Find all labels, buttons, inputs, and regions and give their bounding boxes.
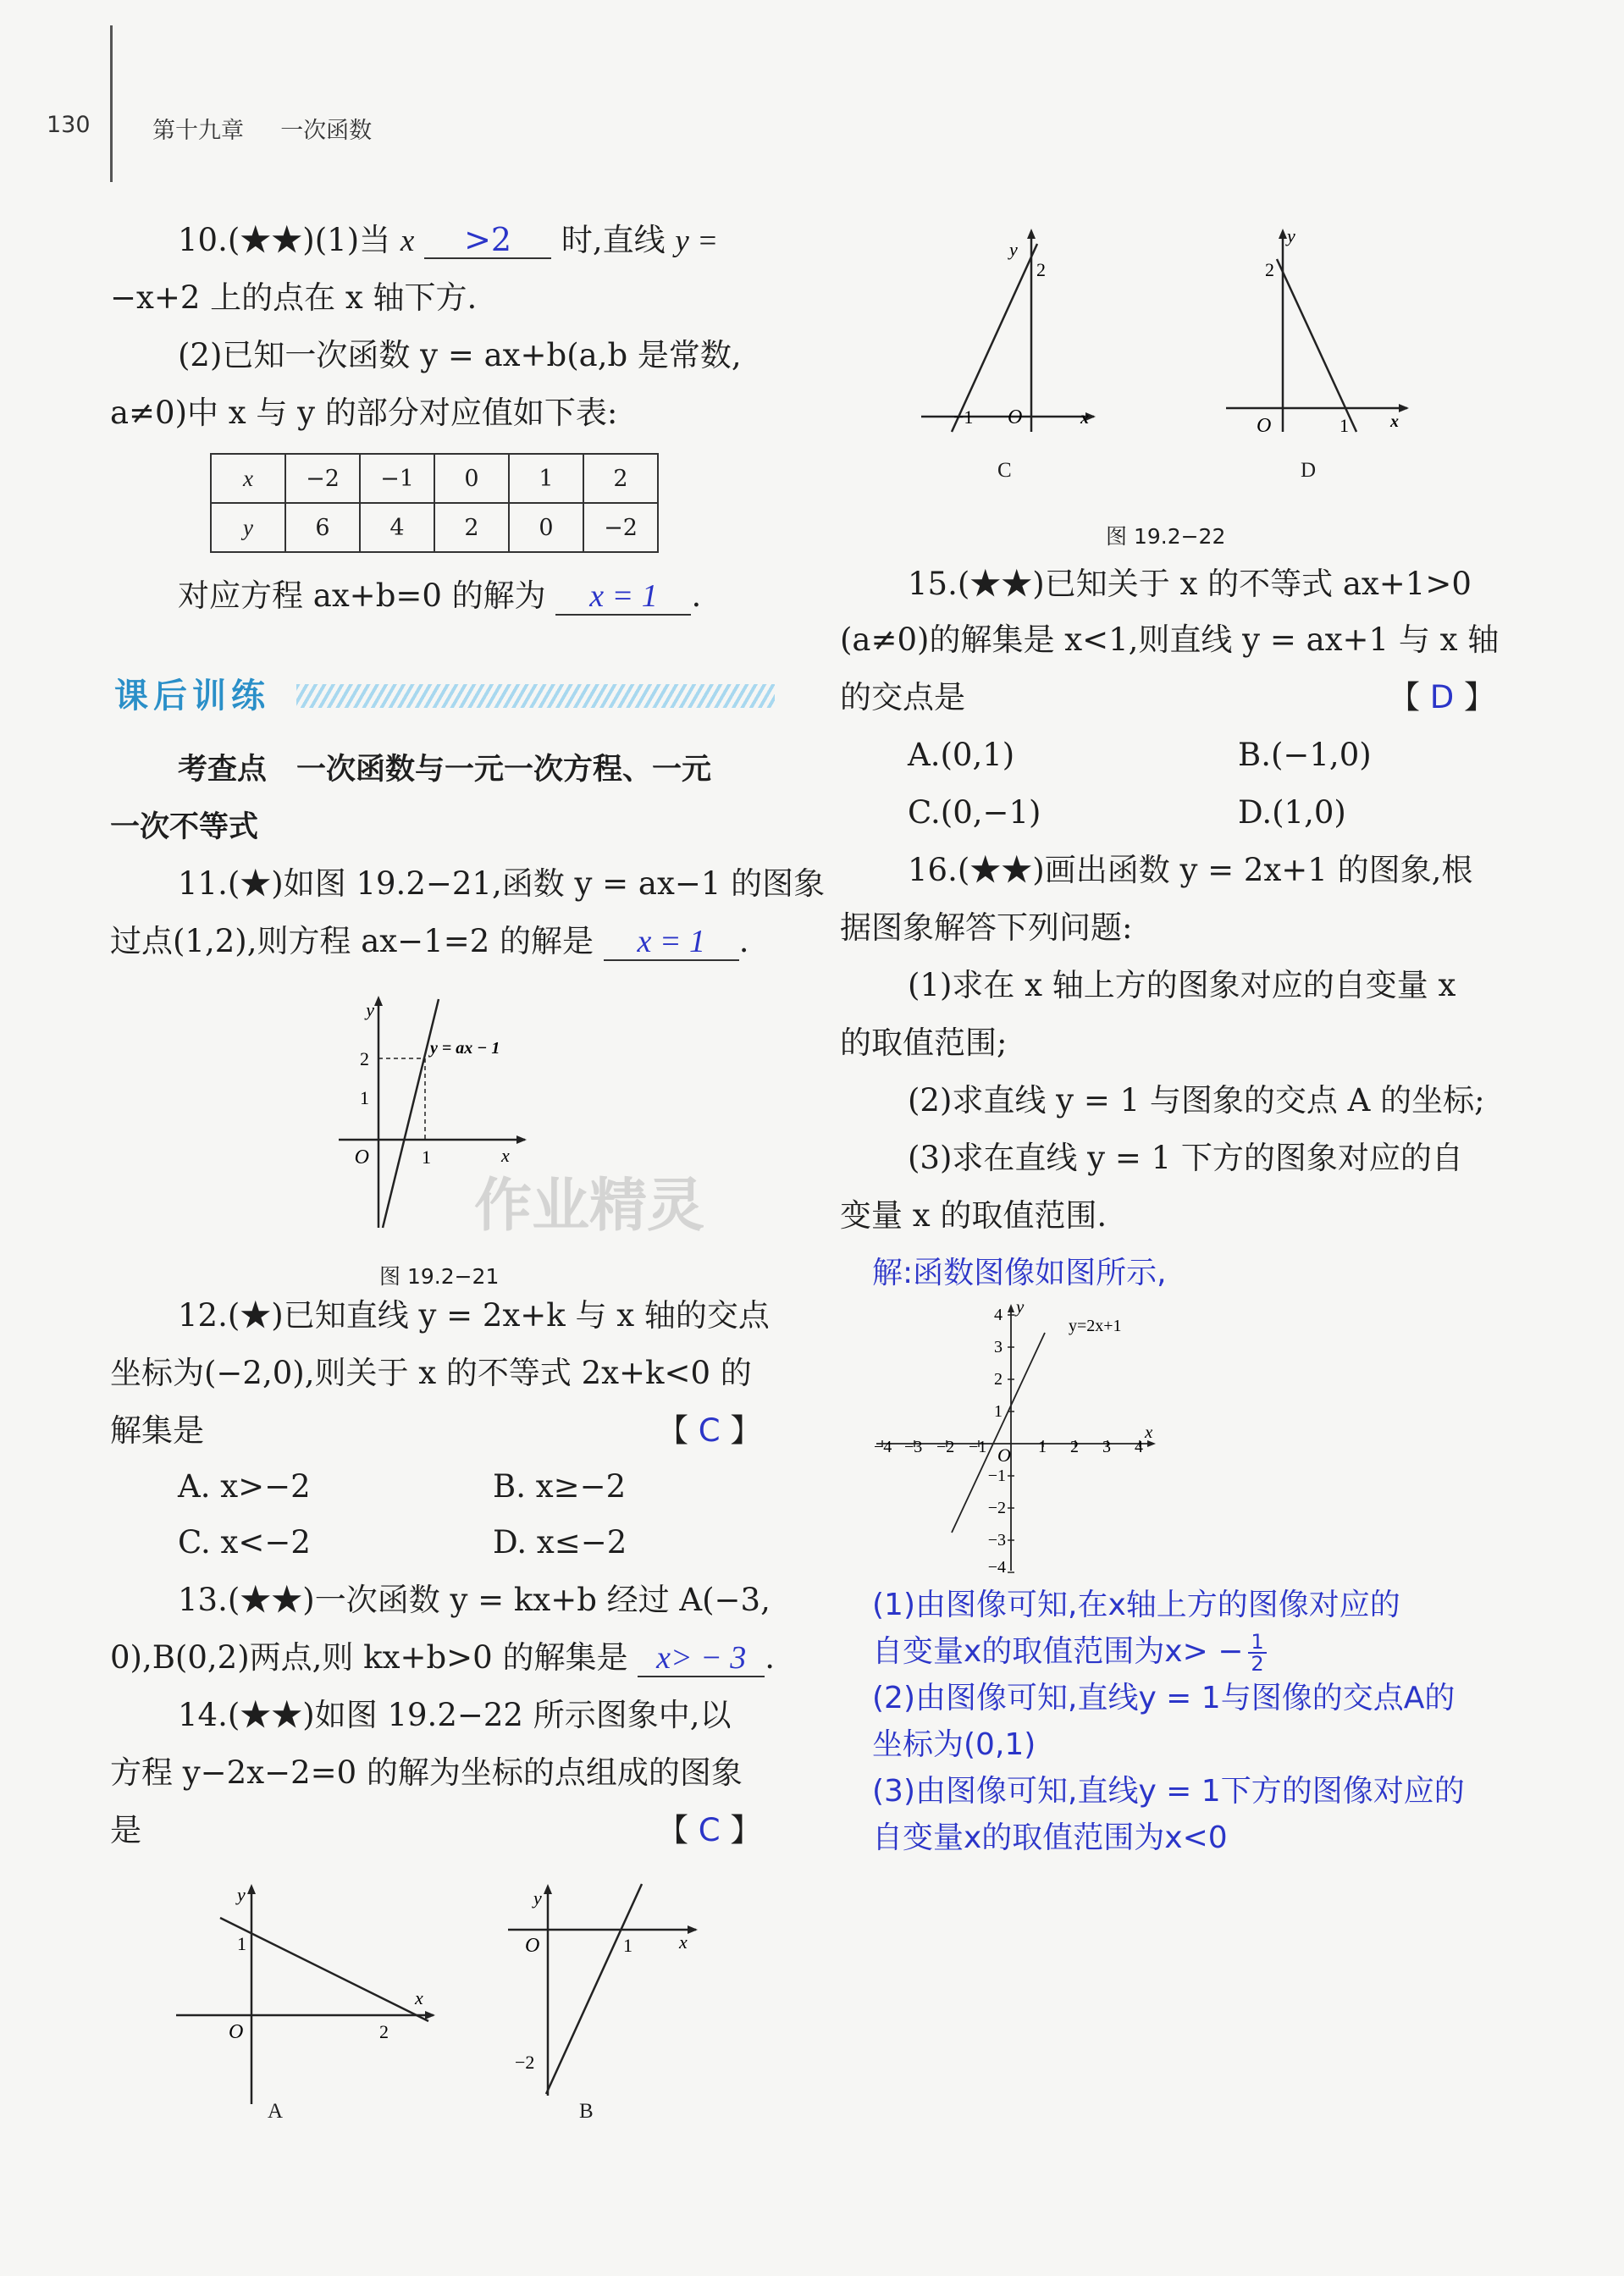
graph-tick: 1: [422, 1146, 431, 1168]
graph-x-label: x: [501, 1145, 510, 1166]
table-header-x: x: [211, 454, 285, 503]
q10-answer2: x = 1: [555, 578, 691, 616]
graph-c: [914, 220, 1109, 440]
table-cell: −2: [285, 454, 360, 503]
q10-part2-line2: a≠0)中 x 与 y 的部分对应值如下表:: [110, 395, 618, 431]
chapter-title: 一次函数: [280, 118, 373, 144]
q10-part2-line1: (2)已知一次函数 y = ax+b(a,b 是常数,: [178, 337, 742, 373]
graph-origin: O: [525, 1935, 540, 1957]
x-tick: 2: [1070, 1438, 1079, 1456]
table-header-y: y: [211, 503, 285, 552]
y-tick: −2: [987, 1499, 1006, 1517]
solution-2-line1: (2)由图像可知,直线y = 1与图像的交点A的: [872, 1681, 1456, 1715]
solution-1-line1: (1)由图像可知,在x轴上方的图像对应的: [872, 1588, 1400, 1622]
graph-tick: 2: [1036, 259, 1046, 280]
y-tick: 3: [994, 1338, 1003, 1356]
x-tick: −3: [904, 1438, 923, 1456]
graph-x-label: x: [1390, 412, 1399, 431]
q11-answer: x = 1: [604, 924, 739, 961]
graph-tick: −2: [515, 2052, 535, 2073]
section-title-stripes: [296, 684, 775, 708]
graph-line-label: y=2x+1: [1069, 1317, 1122, 1335]
graph-origin: O: [997, 1445, 1011, 1466]
graph-a-label: A: [268, 2100, 284, 2123]
x-tick: 3: [1102, 1438, 1111, 1456]
chapter-label: [152, 112, 372, 145]
q15-line2: (a≠0)的解集是 x<1,则直线 y = ax+1 与 x 轴: [840, 621, 1500, 658]
section-title: 课后训练: [114, 669, 775, 720]
graph-a: [169, 1875, 449, 2130]
graph-tick: 1: [1340, 415, 1349, 436]
q14-line3: 是: [110, 1812, 141, 1848]
y-tick: −1: [987, 1467, 1006, 1485]
table-row: [211, 454, 658, 503]
q12-option-c: C. x<−2: [178, 1524, 311, 1561]
table-cell: 0: [509, 503, 583, 552]
graph-b-label: B: [579, 2100, 594, 2123]
q16-line7: 变量 x 的取值范围.: [840, 1197, 1108, 1234]
q13-line1: 13.(★★)一次函数 y = kx+b 经过 A(−3,: [178, 1582, 771, 1618]
x-tick: −2: [936, 1438, 955, 1456]
q12-line2: 坐标为(−2,0),则关于 x 的不等式 2x+k<0 的: [110, 1355, 752, 1391]
graph-y-label: y: [366, 999, 374, 1020]
graph-y-label: y: [1016, 1296, 1025, 1317]
graph-d-label: D: [1301, 459, 1317, 482]
graph-d: [1219, 220, 1422, 440]
topic-line1: 考查点 一次函数与一元一次方程、一元: [178, 753, 712, 787]
q14-line1: 14.(★★)如图 19.2−22 所示图象中,以: [178, 1697, 732, 1733]
q15-option-d: D.(1,0): [1238, 794, 1346, 831]
q10-result: 对应方程 ax+b=0 的解为 x = 1 .: [178, 577, 702, 614]
q12-answer: C: [698, 1412, 721, 1449]
q16-line6: (3)求在直线 y = 1 下方的图象对应的自: [908, 1140, 1463, 1176]
q14-line2: 方程 y−2x−2=0 的解为坐标的点组成的图象: [110, 1754, 743, 1791]
table-cell: 2: [434, 503, 509, 552]
solution-fraction: $\frac{1}{2}$: [1248, 1632, 1266, 1674]
solution-3-line2: 自变量x的取值范围为x<0: [872, 1820, 1228, 1855]
graph-origin: O: [354, 1146, 369, 1168]
graph-line-label: y = ax − 1: [430, 1039, 500, 1058]
caption-19-2-21: 图 19.2−21: [379, 1264, 500, 1289]
graph-origin: O: [1008, 406, 1023, 428]
y-tick: −4: [987, 1558, 1006, 1575]
q15-option-a: A.(0,1): [908, 737, 1015, 773]
q10-line2: −x+2 上的点在 x 轴下方.: [110, 279, 478, 316]
q15-line3: 的交点是: [840, 679, 965, 715]
table-cell: 6: [285, 503, 360, 552]
graph-tick: 2: [1265, 259, 1274, 280]
graph-y-label: y: [1009, 239, 1018, 260]
graph-tick: 1: [237, 1933, 246, 1954]
q12-option-a: A. x>−2: [178, 1468, 311, 1505]
table-cell: −1: [360, 454, 434, 503]
table-cell: 2: [583, 454, 658, 503]
q16-line3: (1)求在 x 轴上方的图象对应的自变量 x: [908, 967, 1456, 1003]
q12-line3: 解集是: [110, 1412, 204, 1449]
q14-answer: C: [698, 1812, 721, 1848]
q15-line1: 15.(★★)已知关于 x 的不等式 ax+1>0: [908, 566, 1472, 602]
watermark: 作业精灵: [474, 1173, 705, 1240]
x-tick: −1: [969, 1438, 987, 1456]
graph-x-label: x: [1080, 409, 1089, 428]
graph-tick: −1: [953, 406, 974, 428]
q11-line2: 过点(1,2),则方程 ax−1=2 的解是 x = 1 .: [110, 923, 749, 959]
q12-option-b: B. x≥−2: [493, 1468, 627, 1505]
q12-option-d: D. x≤−2: [493, 1524, 627, 1561]
q13-line2: 0),B(0,2)两点,则 kx+b>0 的解集是 x> − 3 .: [110, 1639, 775, 1676]
graph-y-label: y: [533, 1887, 542, 1909]
topic-line2: 一次不等式: [110, 810, 259, 844]
y-tick: 4: [994, 1306, 1003, 1324]
q16-line5: (2)求直线 y = 1 与图象的交点 A 的坐标;: [908, 1082, 1485, 1119]
graph-x-label: x: [1145, 1422, 1153, 1442]
q16-line1: 16.(★★)画出函数 y = 2x+1 的图象,根: [908, 852, 1473, 888]
q10-line1: 10.(★★)(1)当 x >2 时,直线 y =: [178, 221, 719, 258]
caption-19-2-22: 图 19.2−22: [1106, 524, 1226, 549]
q10-answer1: >2: [424, 222, 551, 259]
q15-option-c: C.(0,−1): [908, 794, 1041, 831]
y-tick: −3: [987, 1531, 1006, 1550]
graph-y-label: y: [1287, 225, 1295, 246]
graph-tick: 2: [360, 1048, 369, 1069]
header-divider: [110, 25, 113, 182]
table-cell: 1: [509, 454, 583, 503]
q10-value-table: [210, 453, 659, 553]
table-cell: −2: [583, 503, 658, 552]
solution-intro: 解:函数图像如图所示,: [872, 1256, 1167, 1290]
graph-tick: 2: [379, 2021, 389, 2042]
q16-line4: 的取值范围;: [840, 1025, 1008, 1061]
graph-c-label: C: [997, 459, 1012, 482]
page-number: 130: [47, 112, 91, 138]
graph-b: [500, 1875, 720, 2104]
graph-y-label: y: [237, 1884, 246, 1905]
solution-1-line2: 自变量x的取值范围为x> − $\frac{1}{2}$: [872, 1628, 1267, 1675]
q12-line1: 12.(★)已知直线 y = 2x+k 与 x 轴的交点: [178, 1297, 770, 1334]
y-tick: 2: [994, 1370, 1003, 1389]
solution-3-line1: (3)由图像可知,直线y = 1下方的图像对应的: [872, 1774, 1465, 1809]
q15-answer-bracket: 【 D 】: [1389, 679, 1496, 715]
graph-tick: 1: [623, 1935, 632, 1956]
chapter-number: 第十九章: [152, 118, 244, 144]
solution-graph: [872, 1295, 1160, 1575]
graph-origin: O: [1257, 415, 1272, 437]
x-tick: 4: [1135, 1438, 1143, 1456]
y-tick: 1: [994, 1402, 1003, 1421]
q16-line2: 据图象解答下列问题:: [840, 909, 1133, 946]
x-tick: −4: [874, 1438, 892, 1456]
table-cell: 4: [360, 503, 434, 552]
q13-answer: x> − 3: [638, 1640, 765, 1677]
table-row: [211, 503, 658, 552]
q15-answer: D: [1429, 679, 1455, 715]
solution-2-line2: 坐标为(0,1): [872, 1727, 1036, 1762]
q11-line1: 11.(★)如图 19.2−21,函数 y = ax−1 的图象: [178, 865, 826, 902]
graph-tick: 1: [360, 1087, 369, 1108]
x-tick: 1: [1038, 1438, 1047, 1456]
q12-answer-bracket: 【 C 】: [657, 1412, 762, 1449]
q15-option-b: B.(−1,0): [1238, 737, 1372, 773]
graph-x-label: x: [415, 1987, 423, 2008]
q14-answer-bracket: 【 C 】: [657, 1812, 762, 1848]
table-cell: 0: [434, 454, 509, 503]
graph-origin: O: [229, 2021, 244, 2043]
graph-x-label: x: [679, 1931, 688, 1953]
